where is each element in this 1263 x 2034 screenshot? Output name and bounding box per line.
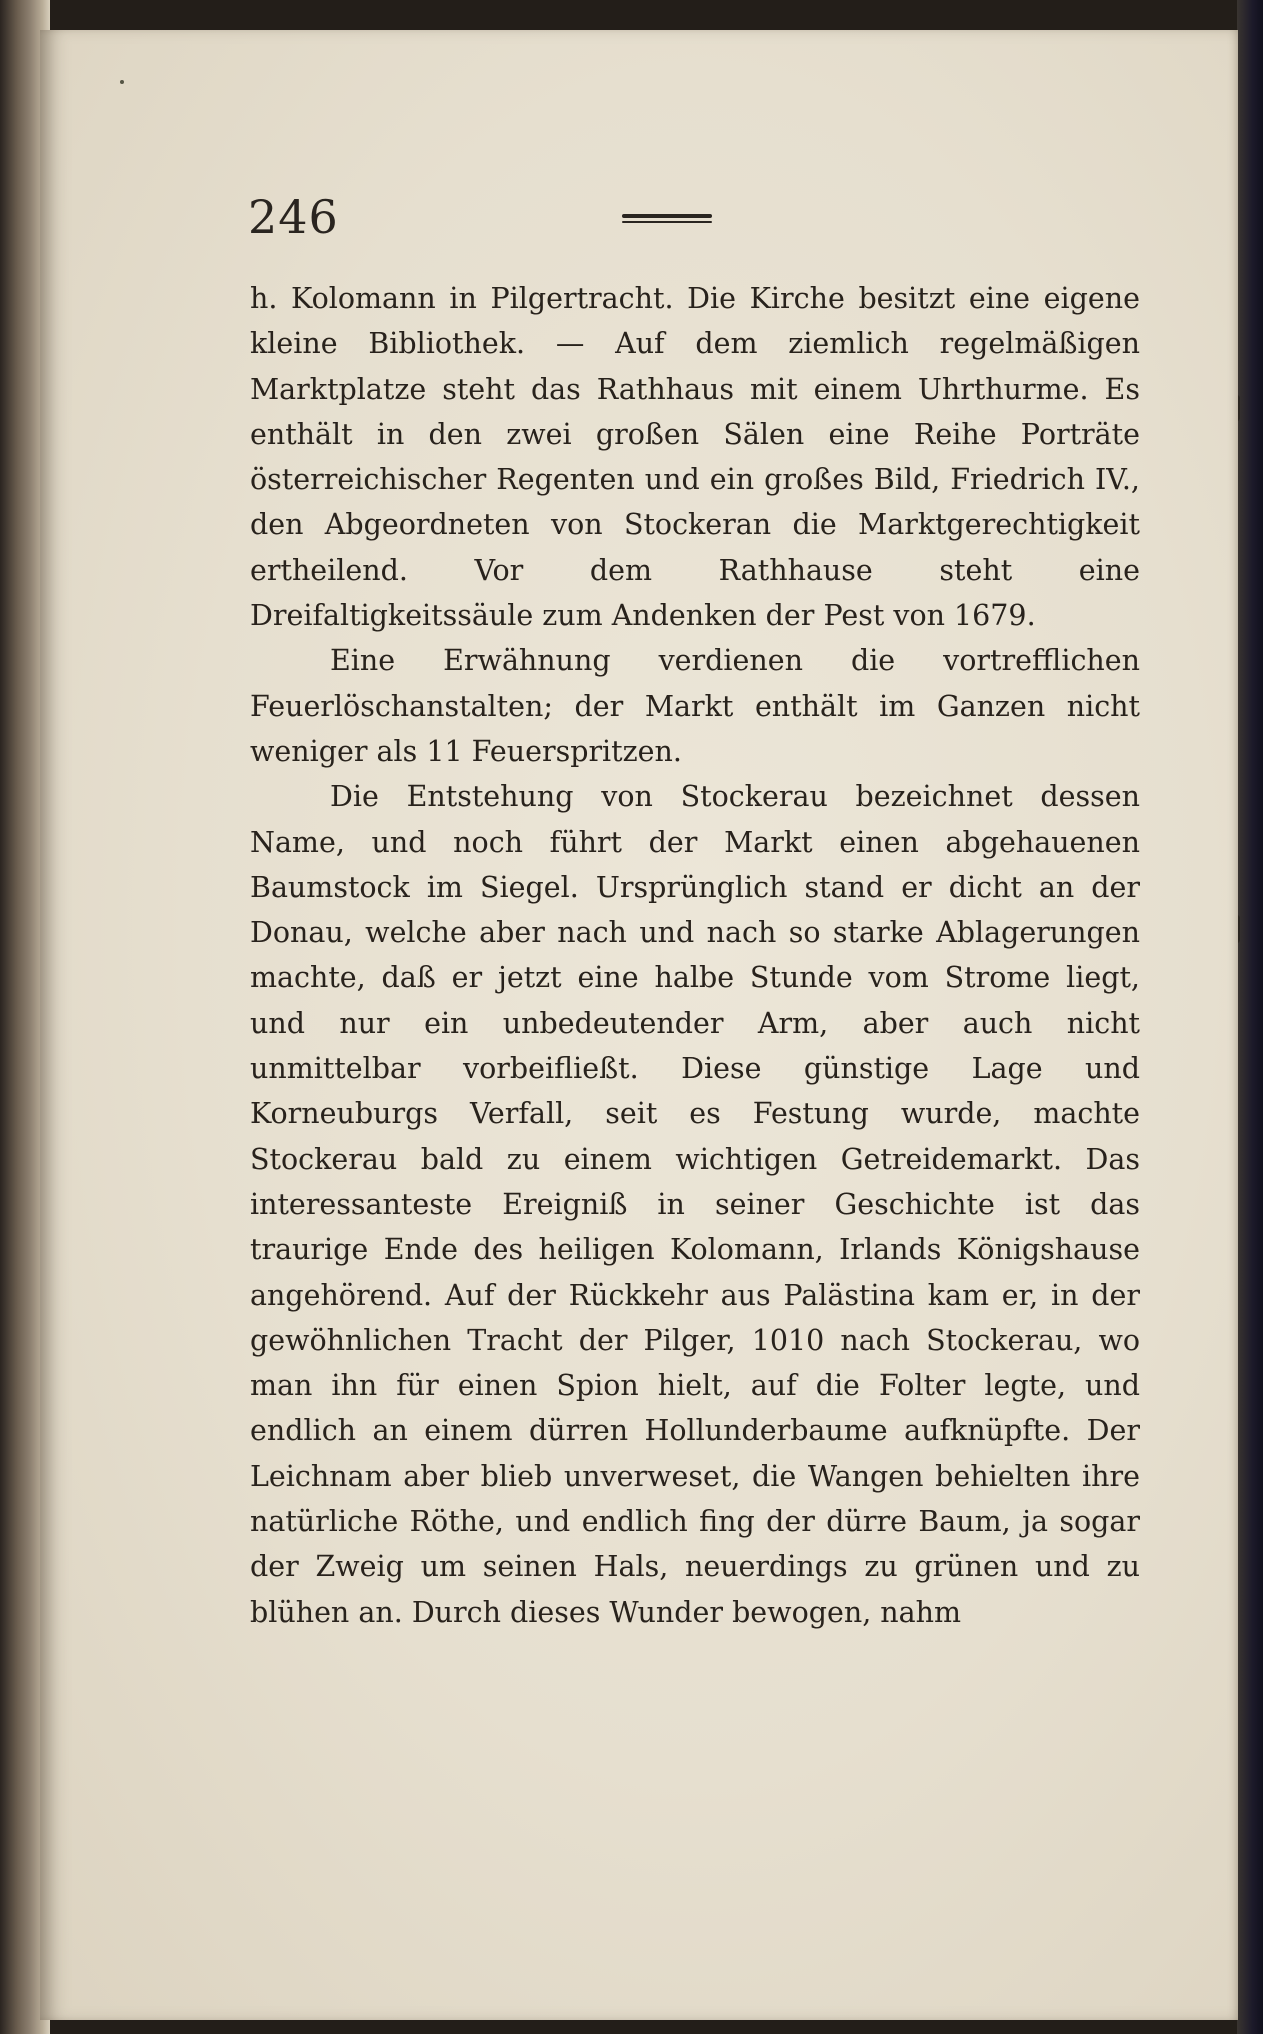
book-edge xyxy=(1237,0,1263,2034)
page-body xyxy=(250,276,1140,1635)
paragraph: h. Kolomann in Pilgertracht. Die Kirche besitzt eine eigene kleine Bibliothek. — Auf dem ziemlich regelmäßigen Marktplatze steht das Rathhaus mit einem Uhrthurme. Es enthält in den zwei großen Sälen eine Reihe Porträte österreichischer Regenten und ein großes Bild, Friedrich IV., den Abgeordneten von Stockeran die Marktgerechtigkeit ertheilend. Vor dem Rathhause steht eine Dreifaltigkeitssäule zum Andenken der Pest von 1679. xyxy=(250,282,1140,633)
page-number: 246 xyxy=(248,190,339,244)
header-rule xyxy=(622,214,712,228)
page-header xyxy=(210,190,1145,250)
paragraph: Die Entstehung von Stockerau bezeichnet dessen Name, und noch führt der Markt einen abgehauenen Baumstock im Siegel. Ursprünglich stand er dicht an der Donau, welche aber nach und nach so starke Ablagerungen machte, daß er jetzt eine halbe Stunde vom Strome liegt, und nur ein unbedeutender Arm, aber auch nicht unmittelbar vorbeifließt. Diese günstige Lage und Korneuburgs Verfall, seit es Festung wurde, machte Stockerau bald zu einem wichtigen Getreidemarkt. Das interessanteste Ereigniß in seiner Geschichte ist das traurige Ende des heiligen Kolomann, Irlands Königshause angehörend. Auf der Rückkehr aus Palästina kam er, in der gewöhnlichen Tracht der Pilger, 1010 nach Stockerau, wo man ihn für einen Spion hielt, auf die Folter legte, und endlich an einem dürren Hollunderbaume aufknüpfte. Der Leichnam aber blieb unverweset, die Wangen behielten ihre natürliche Röthe, und endlich fing der dürre Baum, ja sogar der Zweig um seinen Hals, neuerdings zu grünen und zu blühen an. Durch dieses Wunder bewogen, nahm xyxy=(250,780,1140,1629)
page-speck xyxy=(120,80,124,84)
paragraph: Eine Erwähnung verdienen die vortrefflichen Feuerlöschanstalten; der Markt enthält im Ganzen nicht weniger als 11 Feuerspritzen. xyxy=(250,644,1140,768)
